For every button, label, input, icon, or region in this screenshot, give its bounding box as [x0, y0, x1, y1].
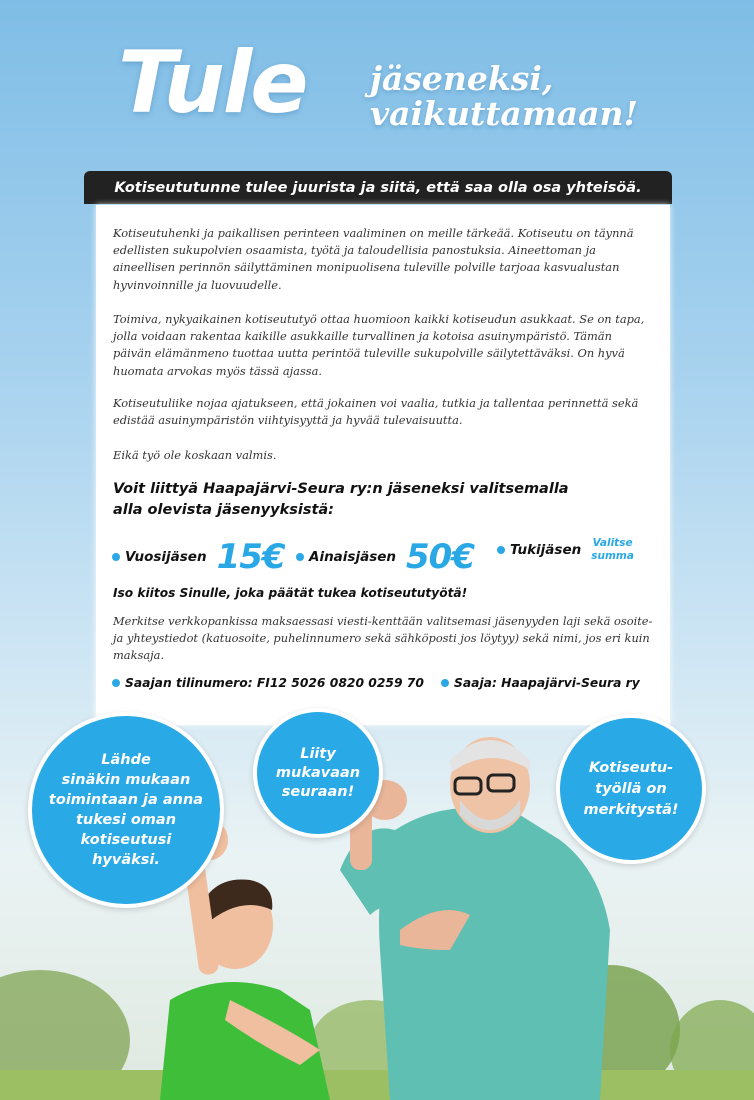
join-heading-line-1: Voit liittyä Haapajärvi-Seura ry:n jäseneksi valitsemalla	[113, 481, 569, 497]
choose-amount-label: Valitse summa	[591, 537, 634, 562]
bullet-icon	[112, 553, 120, 561]
slogan-banner: Kotiseututunne tulee juurista ja siitä, että saa olla osa yhteisöä.	[84, 171, 672, 204]
join-heading	[113, 479, 633, 521]
bubble-join-action: Lähde sinäkin mukaan toimintaan ja anna tukesi oman kotiseutusi hyväksi.	[28, 712, 224, 908]
bubble-join-company: Liity mukavaan seuraan!	[253, 708, 383, 838]
headline-tule: Tule	[118, 33, 307, 133]
grass	[0, 1070, 754, 1100]
membership-annual	[112, 537, 285, 577]
membership-name: Vuosijäsen	[125, 549, 207, 565]
headline-line-1: jäseneksi,	[370, 59, 554, 98]
membership-supporting	[497, 537, 634, 563]
bullet-icon	[296, 553, 304, 561]
bullet-icon	[441, 679, 449, 687]
bullet-icon	[497, 546, 505, 554]
membership-name: Ainaisjäsen	[309, 549, 396, 565]
membership-name: Tukijäsen	[510, 542, 582, 558]
membership-lifetime	[296, 537, 474, 577]
thanks-text: Iso kiitos Sinulle, joka päätät tukea kotiseututyötä!	[113, 586, 468, 600]
join-heading-line-2: alla olevista jäsenyyksistä:	[113, 502, 334, 518]
account-number: Saajan tilinumero: FI12 5026 0820 0259 70	[112, 676, 424, 690]
payment-instructions: Merkitse verkkopankissa maksaessasi viesti-kenttään valitsemasi jäsenyyden laji sekä osoite- ja yhteystiedot (katuosoite, puhelinnumero sekä sähköposti jos löytyy) sekä nimi, jos eri kuin maksaja.	[113, 614, 653, 663]
body-paragraph-1: Kotiseutuhenki ja paikallisen perinteen vaaliminen on meille tärkeää. Kotiseutu on täynnä edellisten sukupolvien osaamista, työtä ja taloudellisia panostuksia. Aineettoman ja aineellisen perinnön säilyttäminen monipuolisena tuleville polville tarjoaa kasvualustan hyvinvoinnille ja luovuudelle.	[113, 226, 634, 292]
headline-subtitle	[370, 59, 638, 133]
body-paragraph-4: Eikä työ ole koskaan valmis.	[113, 448, 277, 462]
bubble-meaningful-work: Kotiseutu- työllä on merkitystä!	[556, 714, 706, 864]
bullet-icon	[112, 679, 120, 687]
body-paragraph-2: Toimiva, nykyaikainen kotiseututyö ottaa huomioon kaikki kotiseudun asukkaat. Se on tapa, jolla voidaan rakentaa kaikille asukkaille turvallinen ja kotoisa asuinympäristö. Tämän päivän elämänmeno tuottaa uutta perintöä tuleville sukupolville säilytettäväksi. On hyvä huomata arvokas myös tässä ajassa.	[113, 312, 645, 378]
membership-price: 15€	[216, 537, 285, 577]
membership-price: 50€	[406, 537, 474, 577]
headline-line-2: vaikuttamaan!	[370, 93, 638, 133]
body-paragraph-3: Kotiseutuliike nojaa ajatukseen, että jokainen voi vaalia, tutkia ja tallentaa perinnettä sekä edistää asuinympäristön viihtyisyyttä ja hyvää tulevaisuutta.	[113, 396, 639, 428]
payment-recipient: Saaja: Haapajärvi-Seura ry	[441, 676, 640, 690]
